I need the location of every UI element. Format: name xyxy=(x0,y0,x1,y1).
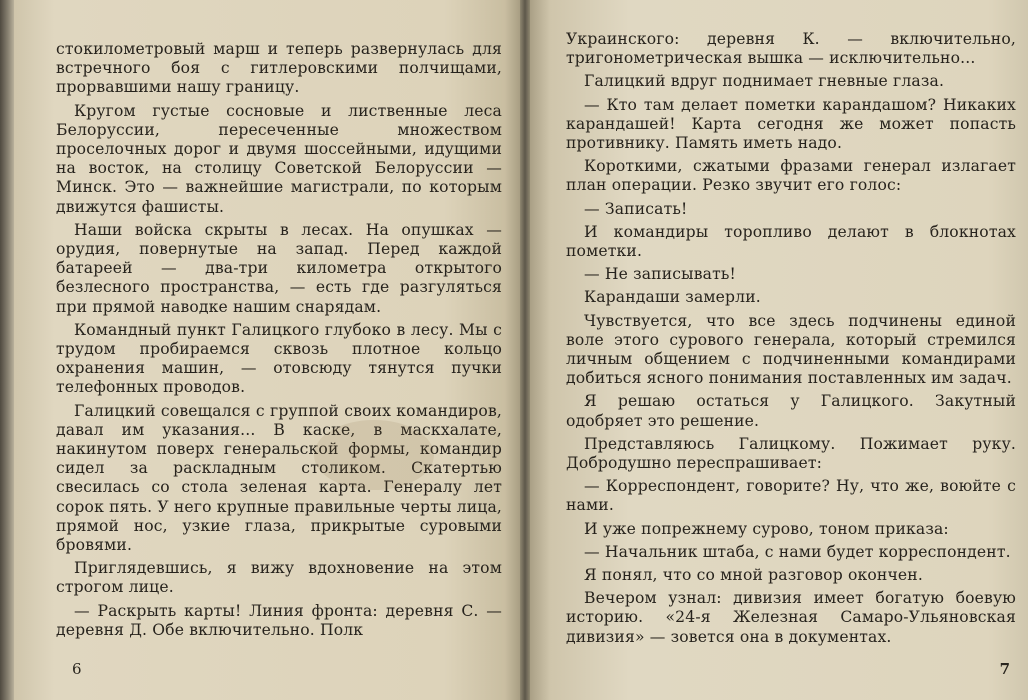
page-number: 7 xyxy=(999,660,1010,678)
paragraph: Представляюсь Галицкому. Пожимает руку. Добродушно переспрашивает: xyxy=(566,434,1016,473)
paragraph: Украинского: деревня К. — включительно, тригонометрическая вышка — исключительно... xyxy=(566,30,1016,68)
paragraph: Я понял, что со мной разговор окончен. xyxy=(584,566,923,585)
right-page xyxy=(530,0,1028,700)
paragraph: — Кто там делает пометки карандашом? Никаких карандашей! Карта сегодня же может попасть противнику. Память иметь надо. xyxy=(566,95,1016,153)
left-page-text xyxy=(56,40,502,640)
paragraph: — Начальник штаба, с нами будет корреспондент. xyxy=(584,542,1011,561)
paragraph: Кругом густые сосновые и лиственные леса Белоруссии, пересеченные множеством проселочных дорог и двумя шоссейными, идущими на восток, на столицу Советской Белоруссии — Минск. Это — важнейшие магистрали, по которым движутся фашисты. xyxy=(56,101,502,216)
paragraph: Чувствуется, что все здесь подчинены единой воле этого сурового генерала, который стремился личным общением с подчиненными командирами добиться ясного понимания поставленных им задач. xyxy=(566,311,1016,388)
left-page xyxy=(14,0,520,700)
paragraph: — Раскрыть карты! Линия фронта: деревня С. — деревня Д. Обе включительно. Полк xyxy=(56,601,502,639)
paragraph: — Корреспондент, говорите? Ну, что же, воюйте с нами. xyxy=(566,477,1016,515)
book-gutter xyxy=(520,0,530,700)
paragraph: Командный пункт Галицкого глубоко в лесу. Мы с трудом пробираемся сквозь плотное кольцо охранения машин, — отовсюду тянутся пучки телефонных проводов. xyxy=(56,320,502,397)
page-number: 6 xyxy=(72,660,82,678)
paragraph: Я решаю остаться у Галицкого. Закутный одобряет это решение. xyxy=(566,392,1016,430)
paragraph: И уже попрежнему сурово, тоном приказа: xyxy=(584,519,949,538)
paragraph: Приглядевшись, я вижу вдохновение на этом строгом лице. xyxy=(56,559,502,597)
book-edge xyxy=(0,0,14,700)
paragraph: — Записать! xyxy=(584,199,688,218)
paragraph: стокилометровый марш и теперь развернулась для встречного боя с гитлеровскими полчищами, прорвавшими нашу границу. xyxy=(56,40,502,97)
paragraph: Карандаши замерли. xyxy=(584,288,761,307)
paragraph: Короткими, сжатыми фразами генерал излагает план операции. Резко звучит его голос: xyxy=(566,157,1016,195)
paragraph: Галицкий совещался с группой своих командиров, давал им указания... В каске, в маскхалате, накинутом поверх генеральской формы, командир сидел за раскладным столиком. Скатертью свесилась со стола зеленая карта. Генералу лет сорок пять. У него крупные правильные черты лица, прямой нос, узкие глаза, прикрытые суровыми бровями. xyxy=(56,401,502,555)
paragraph: Наши войска скрыты в лесах. На опушках — орудия, повернутые на запад. Перед каждой батареей — два-три километра открытого безлесного пространства, — есть где разгуляться при прямой наводке нашим снарядам. xyxy=(56,220,502,316)
paper-stain xyxy=(314,420,434,490)
paragraph: И командиры торопливо делают в блокнотах пометки. xyxy=(566,222,1016,261)
paragraph: Вечером узнал: дивизия имеет богатую боевую историю. «24-я Железная Самаро-Ульяновская дивизия» — зовется она в документах. xyxy=(566,589,1016,646)
paragraph: — Не записывать! xyxy=(584,265,736,284)
paragraph: Галицкий вдруг поднимает гневные глаза. xyxy=(584,72,945,91)
right-page-text xyxy=(566,30,1016,647)
